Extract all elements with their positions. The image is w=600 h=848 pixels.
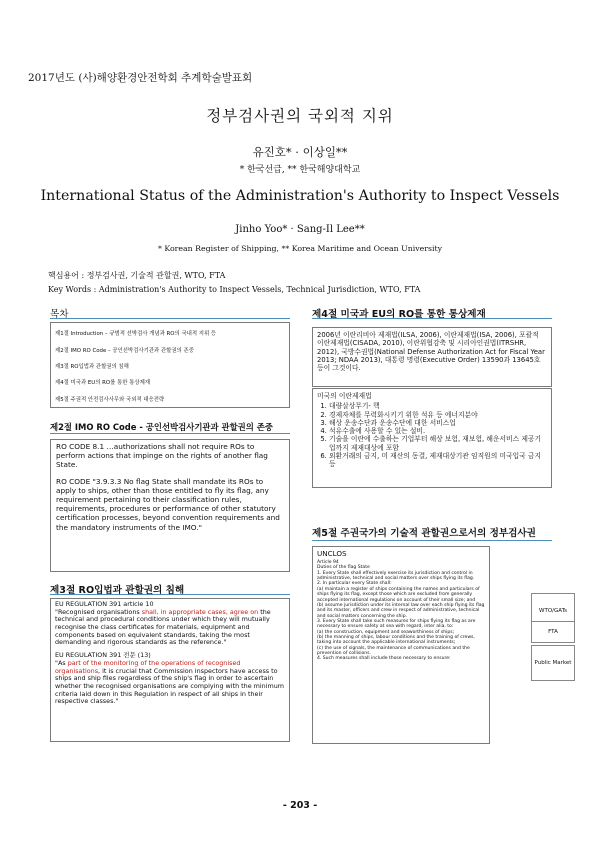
- fta-box: FTA: [531, 621, 575, 643]
- toc-item: 제1절 Introduction – 규범적 선박검사 개념과 RO의 국내적 지위 등: [55, 331, 217, 338]
- section3-box: [50, 598, 290, 742]
- list-item: 3. 해상 운송수단과 운송수단에 대한 서비스업: [329, 419, 547, 427]
- section5-rule: [312, 540, 552, 541]
- section2-title: 제2절 IMO RO Code - 공인선박검사기관과 관할권의 존중: [50, 422, 273, 432]
- toc-title: 목차: [50, 309, 69, 320]
- toc-item: 제3절 RO입법과 관할권의 침해: [55, 363, 129, 370]
- toc-item: 제5절 주권적 안전검사사무와 국외적 대응전략: [55, 396, 165, 403]
- toc-box: [50, 322, 290, 408]
- list-item: 5. 기술을 이란에 수출하는 기업부터 해상 보험, 재보험, 해운서비스 제공기업까지 제재대상에 포함: [329, 435, 547, 452]
- list-item: 1. 대량살상무기- 핵: [329, 402, 547, 410]
- wto-gats-box: WTO/GATs: [531, 593, 575, 629]
- text-run: , it is crucial that Commission inspectors have access to ships and ship files regardless of the ship's flag in order to ascertain whether the recognised organisations are complying with the minimum criteria laid down in this Regulation in respect of all ships in their respective classes.": [55, 666, 284, 706]
- toc-item: 제4절 미국과 EU의 RO를 통한 통상제재: [55, 380, 151, 387]
- text-run: "Recognised organisations: [55, 607, 142, 616]
- unclos-box: [312, 546, 490, 744]
- list-item: 6. 외환거래의 금지, 미 재산의 동결, 제재대상기관 임직원의 미국입국 금지 등: [329, 452, 547, 469]
- text-run: "As: [55, 658, 68, 667]
- toc-rule: [50, 318, 290, 319]
- text-run: the technical and procedural conditions under which they will mutually recognise the class certificates for materials, equipment and components based on equivalent standards, taking the most demanding and rigorous standards as the reference.": [55, 607, 271, 647]
- ro-code-8-1: RO CODE 8.1 …authorizations shall not require ROs to perform actions that impinge on the rights of another flag State.: [56, 442, 268, 470]
- title-korean: 정부검사권의 국외적 지위: [206, 107, 394, 125]
- ro-code-3-9-3-3: RO CODE "3.9.3.3 No flag State shall mandate its ROs to apply to ships, other than those entitled to fly its flag, any requirement pertaining to their classification rules, requirements, procedures or performance of other statutory certification processes, beyond convention requirements and the mandatory instruments of the IMO.": [56, 476, 280, 532]
- eu-reg-article10-heading: EU REGULATION 391 article 10: [55, 600, 154, 608]
- section2-rule: [50, 433, 290, 434]
- section3-title: 제3절 RO입법과 관할권의 침해: [50, 585, 185, 596]
- eu-reg-article10-text: [55, 609, 285, 647]
- section4-title: 제4절 미국과 EU의 RO를 통한 통상제재: [312, 309, 486, 320]
- section3-rule: [50, 594, 290, 595]
- eu-reg-preamble-text: [55, 660, 285, 706]
- list-item: 4. 석유수출에 사용할 수 있는 설비.: [329, 427, 547, 435]
- affiliations-english: * Korean Register of Shipping, ** Korea Maritime and Ocean University: [157, 244, 442, 253]
- unclos-title: UNCLOS: [317, 549, 347, 558]
- keywords-korean: 핵심용어 : 정부검사권, 기술적 관할권, WTO, FTA: [48, 271, 226, 280]
- toc-item: 제2절 IMO RO Code – 공인선박검사기관과 관할권의 존중: [55, 347, 194, 354]
- iran-sanctions-heading: 미국의 이란제재법: [317, 392, 372, 400]
- eu-reg-preamble-heading: EU REGULATION 391 전문 (13): [55, 651, 151, 660]
- affiliations-korean: * 한국선급, ** 한국해양대학교: [239, 165, 361, 175]
- section5-title: 제5절 주권국가의 기술적 관할권으로서의 정부검사권: [312, 528, 536, 539]
- section4-rule: [312, 318, 552, 319]
- list-item: 2. 경제자체를 무력화시키기 위한 석유 등 에너지분야: [329, 411, 547, 419]
- public-market-box: Public Market: [531, 645, 575, 681]
- unclos-article94-text: Article 94 Duties of the flag State 1. Every State shall effectively exercise its jurisdiction and control in administrative, technical and social matters over ships flying its flag. 2. In particular every State shall: (a) maintain a register of ships containing the names and particulars of ships flying its flag, except those which are excluded from generally accepted international regulations on account of their small size; and (b) assume jurisdiction under its internal law over each ship flying its flag and its master, officers and crew in respect of administrative, technical and social matters concerning the ship. 3. Every State shall take such measures for ships flying its flag as are necessary to ensure safety at sea with regard, inter alia, to: (a) the construction, equipment and seaworthiness of ships; (b) the manning of ships, labour conditions and the training of crews, taking into account the applicable international instruments; (c) the use of signals, the maintenance of communications and the prevention of collisions. 4. Such measures shall include those necessary to ensure:: [317, 560, 485, 662]
- conference-line: 2017년도 (사)해양환경안전학회 추계학술발표회: [28, 72, 253, 84]
- iran-sanctions-box: [312, 388, 552, 488]
- sanctions-laws-box: 2006년 이란리비아 제재법(ILSA, 2006), 이란제재법(ISA, 2006), 포괄적 이란제재법(CISADA, 2010), 이란위협감축 및 시리아인권법(ITRSHR, 2012), 국방수권법(National Defense Authorization Act for Fiscal Year 2013; NDAA 2013), 대통령 명령(Executive Order) 13590과 13645호 등이 그것이다.: [312, 327, 552, 387]
- keywords-english: Key Words : Administration's Authority to Inspect Vessels, Technical Jurisdiction, WTO, FTA: [48, 285, 421, 294]
- authors-english: Jinho Yoo* · Sang-Il Lee**: [235, 224, 365, 235]
- authors-korean: 유진호* · 이상일**: [252, 145, 348, 159]
- section2-box: [50, 439, 290, 572]
- iran-sanctions-list: [317, 402, 547, 468]
- highlighted-text: shall, in appropriate cases, agree on: [141, 607, 259, 616]
- page-number: - 203 -: [282, 800, 318, 811]
- highlighted-text: part of the monitoring of the operations of recognised organisations: [55, 658, 241, 675]
- title-english: International Status of the Administration's Authority to Inspect Vessels: [40, 188, 560, 204]
